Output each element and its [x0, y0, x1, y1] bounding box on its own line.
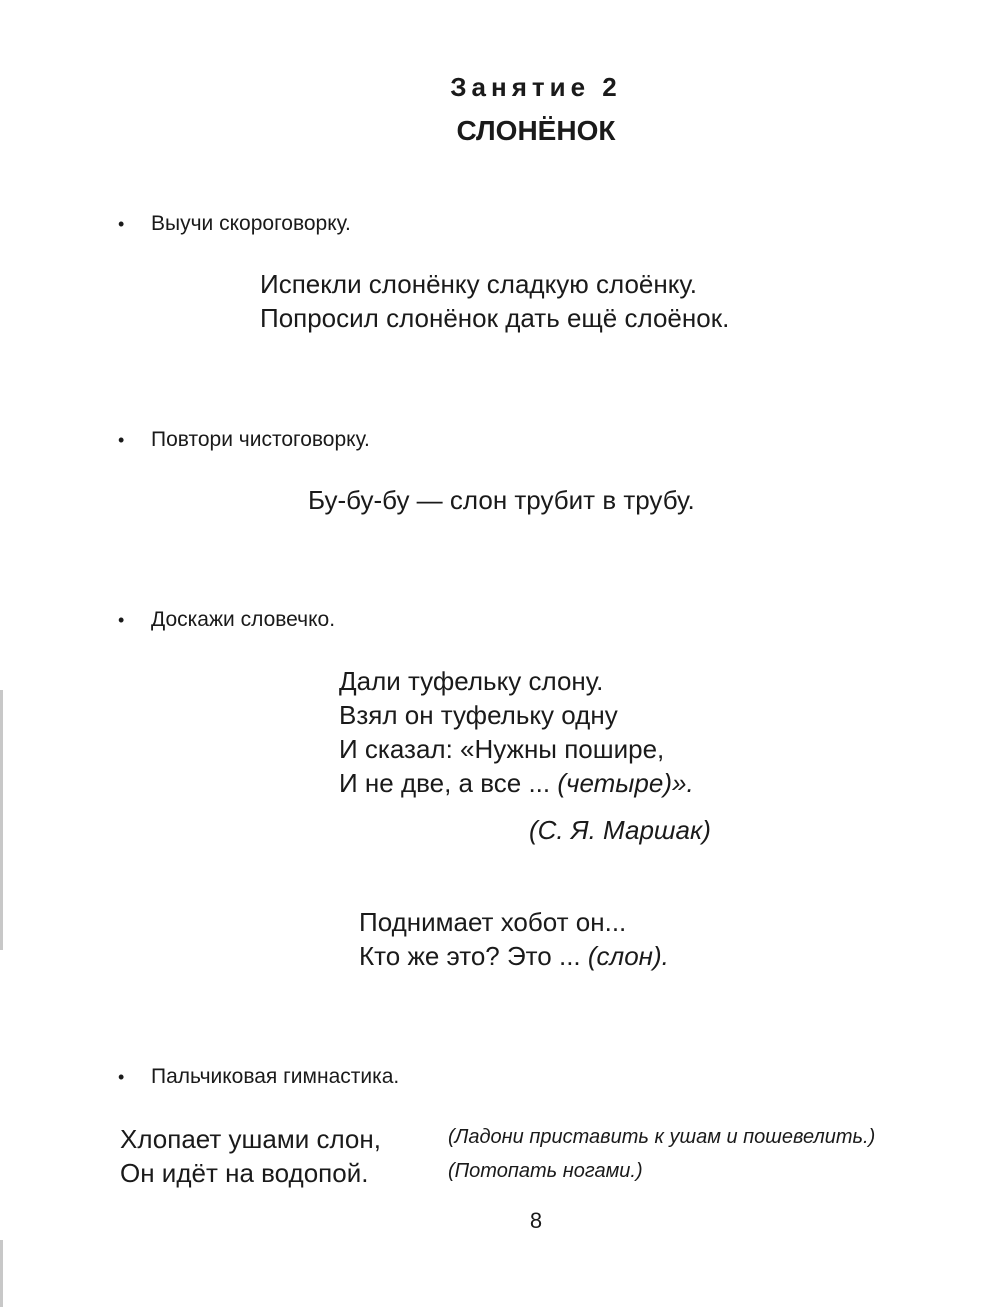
verse-line-text: И не две, а все ...: [339, 768, 551, 798]
bullet-icon: •: [118, 1067, 125, 1087]
gymnastics-hint: (Ладони приставить к ушам и пошевелить.): [448, 1126, 876, 1148]
tongue-twister: [260, 267, 729, 335]
verse-line: Попросил слонёнок дать ещё слоёнок.: [260, 303, 730, 333]
verse-line: [339, 766, 694, 800]
bullet-icon: •: [118, 610, 125, 630]
lesson-label: Занятие 2: [450, 72, 622, 102]
verse-line: Взял он туфельку одну: [339, 700, 618, 730]
verse-line: Дали туфельку слону.: [339, 666, 604, 696]
bullet-icon: •: [118, 430, 125, 450]
verse-line: [359, 939, 669, 973]
instruction-text: Пальчиковая гимнастика.: [151, 1065, 400, 1088]
verse-line: Бу-бу-бу — слон трубит в трубу.: [308, 485, 695, 515]
instruction-finger-gymnastics: [118, 1065, 399, 1089]
poem-author: (С. Я. Маршак): [529, 815, 711, 845]
verse-line: И сказал: «Нужны пошире,: [339, 734, 665, 764]
instruction-tongue-twister: [118, 212, 351, 236]
verse-line: Поднимает хобот он...: [359, 907, 627, 937]
instruction-pure-saying: [118, 428, 370, 452]
lesson-title: СЛОНЁНОК: [456, 115, 616, 146]
instruction-finish-word: [118, 608, 335, 632]
pure-saying: [308, 483, 695, 517]
answer-hint: (слон).: [587, 941, 669, 971]
gymnastics-hint: (Потопать ногами.): [448, 1160, 643, 1182]
verse-line-text: Кто же это? Это ...: [359, 941, 581, 971]
instruction-text: Выучи скороговорку.: [151, 212, 351, 235]
poem-riddle: [359, 905, 669, 973]
bullet-icon: •: [118, 214, 125, 234]
verse-line: Испекли слонёнку сладкую слоёнку.: [260, 269, 698, 299]
page-number: 8: [529, 1208, 543, 1233]
instruction-text: Повтори чистоговорку.: [151, 428, 370, 451]
gymnastics-line: Хлопает ушами слон,: [120, 1124, 381, 1154]
gymnastics-line: Он идёт на водопой.: [120, 1158, 369, 1188]
page-edge-mark: [0, 1240, 3, 1307]
page-edge-mark: [0, 690, 3, 950]
instruction-text: Доскажи словечко.: [151, 608, 336, 631]
poem-marshak: [339, 664, 694, 800]
answer-hint: (четыре)».: [557, 768, 694, 798]
